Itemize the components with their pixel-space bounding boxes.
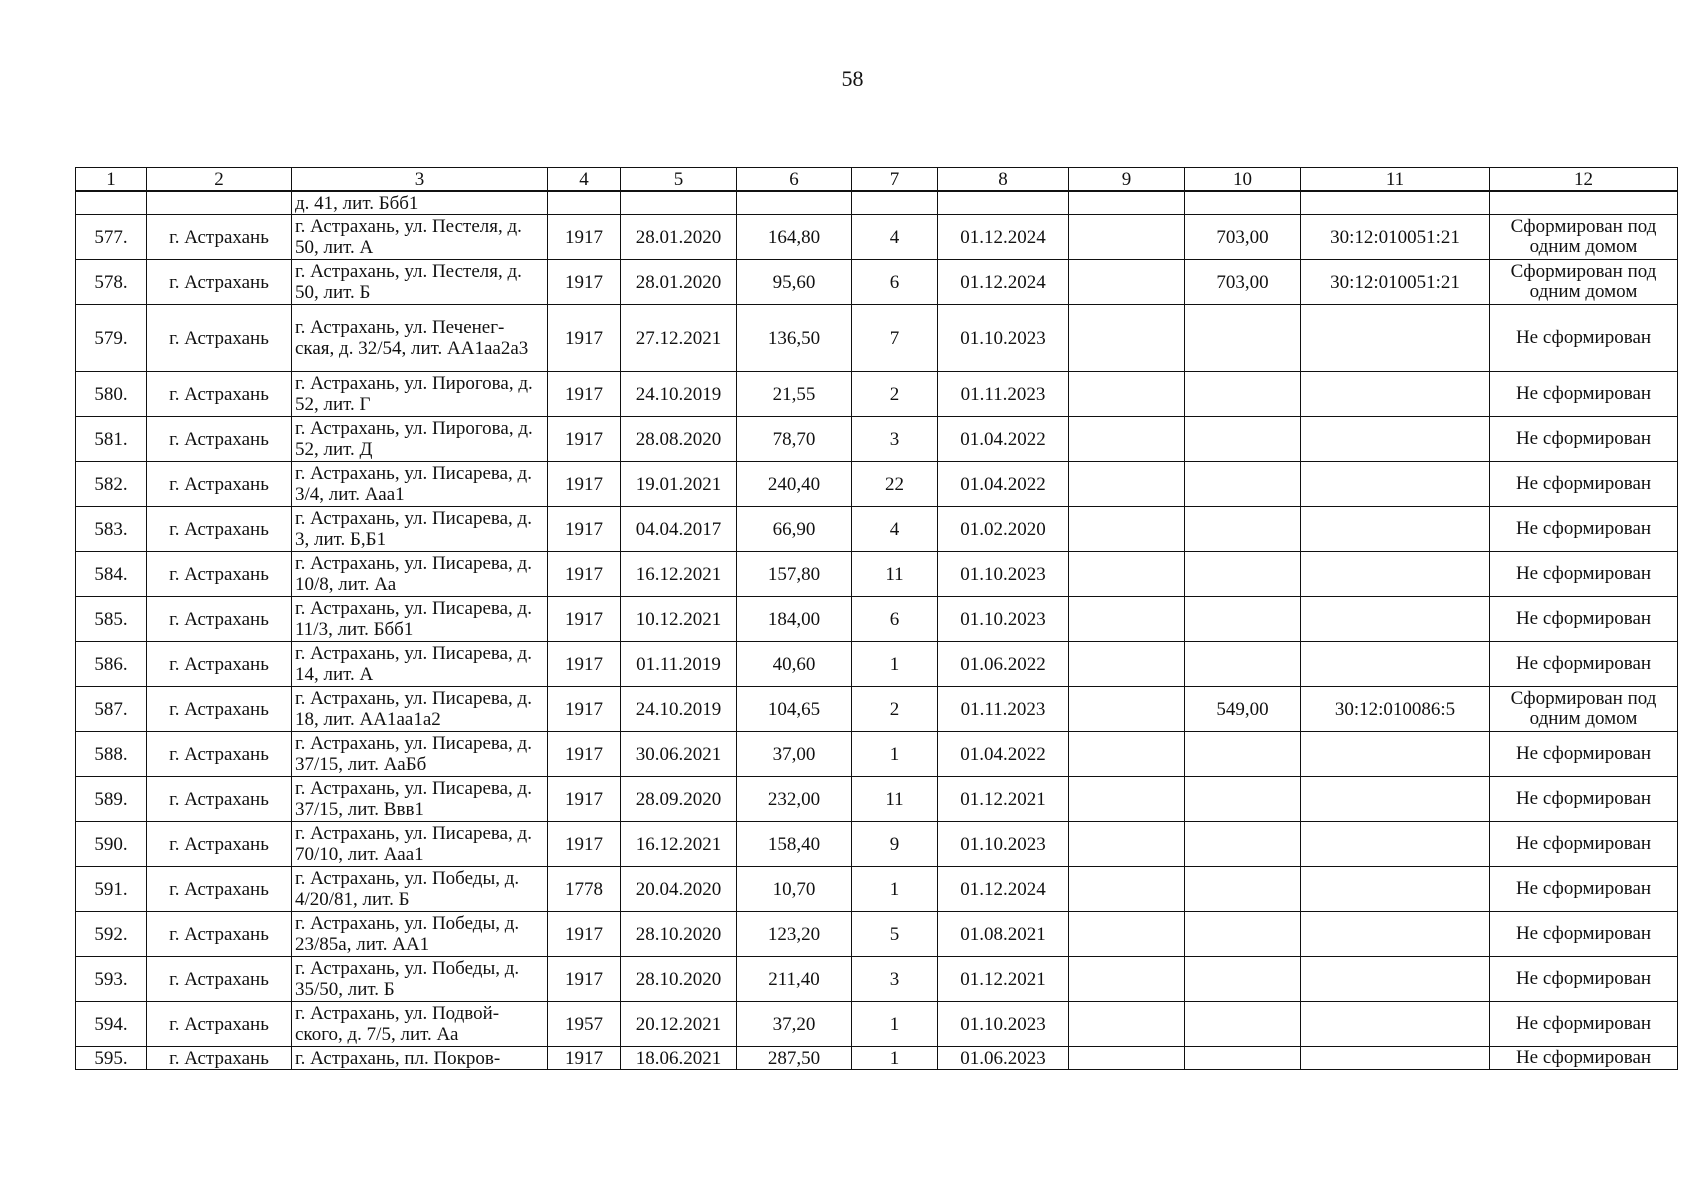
land-area-cell bbox=[1185, 305, 1301, 372]
deadline-cell: 01.04.2022 bbox=[938, 417, 1069, 462]
column-9-cell bbox=[1069, 552, 1185, 597]
residents-cell: 4 bbox=[852, 215, 938, 260]
land-status-cell: Сформирован под одним домом bbox=[1490, 687, 1678, 732]
area-cell: 104,65 bbox=[737, 687, 852, 732]
date-cell: 27.12.2021 bbox=[621, 305, 737, 372]
date-cell: 28.01.2020 bbox=[621, 260, 737, 305]
city-cell: г. Астрахань bbox=[147, 687, 292, 732]
area-cell: 184,00 bbox=[737, 597, 852, 642]
row-number-cell: 584. bbox=[76, 552, 147, 597]
land-area-cell bbox=[1185, 507, 1301, 552]
address-cell: г. Астрахань, ул. Победы, д. 4/20/81, лит. Б bbox=[292, 867, 548, 912]
residents-cell: 7 bbox=[852, 305, 938, 372]
city-cell: г. Астрахань bbox=[147, 1047, 292, 1070]
row-number-cell: 583. bbox=[76, 507, 147, 552]
area-cell: 232,00 bbox=[737, 777, 852, 822]
city-cell: г. Астрахань bbox=[147, 462, 292, 507]
city-cell: г. Астрахань bbox=[147, 597, 292, 642]
area-cell: 157,80 bbox=[737, 552, 852, 597]
row-number-cell: 592. bbox=[76, 912, 147, 957]
table-row bbox=[76, 777, 1678, 822]
table-row bbox=[76, 552, 1678, 597]
row-number-cell: 590. bbox=[76, 822, 147, 867]
date-cell: 28.10.2020 bbox=[621, 912, 737, 957]
deadline-cell: 01.10.2023 bbox=[938, 305, 1069, 372]
table-row bbox=[76, 1002, 1678, 1047]
column-9-cell bbox=[1069, 1047, 1185, 1070]
address-cell: г. Астрахань, ул. Писарева, д. 10/8, лит. Аа bbox=[292, 552, 548, 597]
column-header: 3 bbox=[292, 168, 548, 192]
deadline-cell: 01.10.2023 bbox=[938, 597, 1069, 642]
area-cell: 78,70 bbox=[737, 417, 852, 462]
date-cell: 28.10.2020 bbox=[621, 957, 737, 1002]
date-cell: 28.09.2020 bbox=[621, 777, 737, 822]
cadastral-number-cell bbox=[1301, 777, 1490, 822]
deadline-cell: 01.02.2020 bbox=[938, 507, 1069, 552]
table-row bbox=[76, 215, 1678, 260]
address-cell: г. Астрахань, ул. Писарева, д. 3, лит. Б,Б1 bbox=[292, 507, 548, 552]
cadastral-number-cell bbox=[1301, 417, 1490, 462]
land-area-cell: 703,00 bbox=[1185, 215, 1301, 260]
year-cell: 1917 bbox=[548, 912, 621, 957]
area-cell: 211,40 bbox=[737, 957, 852, 1002]
city-cell: г. Астрахань bbox=[147, 777, 292, 822]
area-cell: 287,50 bbox=[737, 1047, 852, 1070]
city-cell: г. Астрахань bbox=[147, 732, 292, 777]
column-header: 11 bbox=[1301, 168, 1490, 192]
land-area-cell bbox=[1185, 642, 1301, 687]
city-cell: г. Астрахань bbox=[147, 215, 292, 260]
year-cell: 1917 bbox=[548, 642, 621, 687]
column-header: 5 bbox=[621, 168, 737, 192]
city-cell: г. Астрахань bbox=[147, 912, 292, 957]
year-cell: 1917 bbox=[548, 822, 621, 867]
residents-cell: 6 bbox=[852, 597, 938, 642]
date-cell: 28.08.2020 bbox=[621, 417, 737, 462]
address-cell: г. Астрахань, ул. Писарева, д. 37/15, лит. АаБб bbox=[292, 732, 548, 777]
land-area-cell bbox=[1185, 417, 1301, 462]
deadline-cell: 01.11.2023 bbox=[938, 687, 1069, 732]
city-cell: г. Астрахань bbox=[147, 305, 292, 372]
area-cell: 158,40 bbox=[737, 822, 852, 867]
residents-cell: 1 bbox=[852, 867, 938, 912]
table-row bbox=[76, 687, 1678, 732]
address-cell: д. 41, лит. Ббб1 bbox=[292, 191, 548, 215]
address-cell: г. Астрахань, ул. Подвой-ского, д. 7/5, лит. Аа bbox=[292, 1002, 548, 1047]
deadline-cell: 01.10.2023 bbox=[938, 1002, 1069, 1047]
column-9-cell bbox=[1069, 462, 1185, 507]
row-number-cell: 580. bbox=[76, 372, 147, 417]
column-9-cell bbox=[1069, 507, 1185, 552]
year-cell: 1917 bbox=[548, 372, 621, 417]
date-cell: 28.01.2020 bbox=[621, 215, 737, 260]
column-header: 10 bbox=[1185, 168, 1301, 192]
city-cell: г. Астрахань bbox=[147, 372, 292, 417]
date-cell: 18.06.2021 bbox=[621, 1047, 737, 1070]
column-header: 7 bbox=[852, 168, 938, 192]
land-area-cell bbox=[1185, 867, 1301, 912]
deadline-cell: 01.10.2023 bbox=[938, 552, 1069, 597]
column-header: 1 bbox=[76, 168, 147, 192]
residents-cell: 2 bbox=[852, 687, 938, 732]
column-header: 4 bbox=[548, 168, 621, 192]
residents-cell: 5 bbox=[852, 912, 938, 957]
year-cell: 1957 bbox=[548, 1002, 621, 1047]
row-number-cell: 589. bbox=[76, 777, 147, 822]
land-status-cell: Не сформирован bbox=[1490, 777, 1678, 822]
address-cell: г. Астрахань, ул. Победы, д. 23/85а, лит. АА1 bbox=[292, 912, 548, 957]
cadastral-number-cell bbox=[1301, 867, 1490, 912]
land-status-cell: Не сформирован bbox=[1490, 642, 1678, 687]
land-area-cell bbox=[1185, 1002, 1301, 1047]
area-cell: 40,60 bbox=[737, 642, 852, 687]
column-9-cell bbox=[1069, 912, 1185, 957]
table-row bbox=[76, 732, 1678, 777]
column-9-cell bbox=[1069, 957, 1185, 1002]
area-cell: 37,00 bbox=[737, 732, 852, 777]
city-cell: г. Астрахань bbox=[147, 260, 292, 305]
land-status-cell: Не сформирован bbox=[1490, 417, 1678, 462]
city-cell: г. Астрахань bbox=[147, 867, 292, 912]
cadastral-number-cell bbox=[1301, 372, 1490, 417]
table-row bbox=[76, 372, 1678, 417]
cadastral-number-cell bbox=[1301, 1002, 1490, 1047]
table-row bbox=[76, 462, 1678, 507]
address-cell: г. Астрахань, ул. Пирогова, д. 52, лит. Д bbox=[292, 417, 548, 462]
row-number-cell: 581. bbox=[76, 417, 147, 462]
deadline-cell: 01.12.2024 bbox=[938, 867, 1069, 912]
land-status-cell: Не сформирован bbox=[1490, 305, 1678, 372]
row-number-cell: 595. bbox=[76, 1047, 147, 1070]
deadline-cell: 01.04.2022 bbox=[938, 462, 1069, 507]
cadastral-number-cell bbox=[1301, 957, 1490, 1002]
column-9-cell bbox=[1069, 372, 1185, 417]
cadastral-number-cell bbox=[1301, 822, 1490, 867]
date-cell: 01.11.2019 bbox=[621, 642, 737, 687]
deadline-cell: 01.12.2021 bbox=[938, 777, 1069, 822]
year-cell: 1917 bbox=[548, 597, 621, 642]
column-9-cell bbox=[1069, 417, 1185, 462]
row-number-cell: 579. bbox=[76, 305, 147, 372]
year-cell: 1917 bbox=[548, 417, 621, 462]
area-cell: 164,80 bbox=[737, 215, 852, 260]
land-status-cell: Не сформирован bbox=[1490, 462, 1678, 507]
cadastral-number-cell bbox=[1301, 462, 1490, 507]
table-row bbox=[76, 957, 1678, 1002]
column-9-cell bbox=[1069, 822, 1185, 867]
land-area-cell bbox=[1185, 732, 1301, 777]
land-status-cell: Сформирован под одним домом bbox=[1490, 215, 1678, 260]
table-row bbox=[76, 260, 1678, 305]
cadastral-number-cell: 30:12:010086:5 bbox=[1301, 687, 1490, 732]
land-status-cell: Сформирован под одним домом bbox=[1490, 260, 1678, 305]
row-number-cell: 593. bbox=[76, 957, 147, 1002]
row-number-cell: 578. bbox=[76, 260, 147, 305]
cadastral-number-cell bbox=[1301, 552, 1490, 597]
date-cell: 10.12.2021 bbox=[621, 597, 737, 642]
column-9-cell bbox=[1069, 260, 1185, 305]
residents-cell: 11 bbox=[852, 552, 938, 597]
area-cell: 66,90 bbox=[737, 507, 852, 552]
table-row bbox=[76, 507, 1678, 552]
table-row bbox=[76, 642, 1678, 687]
cadastral-number-cell bbox=[1301, 912, 1490, 957]
land-area-cell bbox=[1185, 957, 1301, 1002]
column-header: 9 bbox=[1069, 168, 1185, 192]
area-cell: 10,70 bbox=[737, 867, 852, 912]
row-number-cell: 588. bbox=[76, 732, 147, 777]
area-cell: 37,20 bbox=[737, 1002, 852, 1047]
deadline-cell: 01.12.2024 bbox=[938, 260, 1069, 305]
year-cell: 1778 bbox=[548, 867, 621, 912]
date-cell: 16.12.2021 bbox=[621, 822, 737, 867]
deadline-cell: 01.04.2022 bbox=[938, 732, 1069, 777]
deadline-cell: 01.12.2024 bbox=[938, 215, 1069, 260]
land-status-cell: Не сформирован bbox=[1490, 867, 1678, 912]
land-area-cell bbox=[1185, 912, 1301, 957]
date-cell: 30.06.2021 bbox=[621, 732, 737, 777]
date-cell: 24.10.2019 bbox=[621, 372, 737, 417]
land-area-cell bbox=[1185, 552, 1301, 597]
residents-cell: 9 bbox=[852, 822, 938, 867]
column-header: 6 bbox=[737, 168, 852, 192]
deadline-cell: 01.10.2023 bbox=[938, 822, 1069, 867]
column-9-cell bbox=[1069, 732, 1185, 777]
address-cell: г. Астрахань, пл. Покров- bbox=[292, 1047, 548, 1070]
column-9-cell bbox=[1069, 597, 1185, 642]
housing-registry-table bbox=[75, 167, 1678, 1070]
year-cell: 1917 bbox=[548, 732, 621, 777]
residents-cell: 11 bbox=[852, 777, 938, 822]
residents-cell: 1 bbox=[852, 1002, 938, 1047]
cadastral-number-cell bbox=[1301, 642, 1490, 687]
address-cell: г. Астрахань, ул. Писарева, д. 18, лит. АА1аа1а2 bbox=[292, 687, 548, 732]
table-row bbox=[76, 867, 1678, 912]
deadline-cell: 01.08.2021 bbox=[938, 912, 1069, 957]
address-cell: г. Астрахань, ул. Победы, д. 35/50, лит. Б bbox=[292, 957, 548, 1002]
land-area-cell bbox=[1185, 372, 1301, 417]
column-header: 2 bbox=[147, 168, 292, 192]
residents-cell: 1 bbox=[852, 1047, 938, 1070]
land-status-cell: Не сформирован bbox=[1490, 372, 1678, 417]
year-cell: 1917 bbox=[548, 552, 621, 597]
land-status-cell: Не сформирован bbox=[1490, 912, 1678, 957]
table-row bbox=[76, 597, 1678, 642]
cadastral-number-cell: 30:12:010051:21 bbox=[1301, 260, 1490, 305]
year-cell: 1917 bbox=[548, 215, 621, 260]
year-cell: 1917 bbox=[548, 462, 621, 507]
land-area-cell bbox=[1185, 462, 1301, 507]
cadastral-number-cell bbox=[1301, 1047, 1490, 1070]
city-cell: г. Астрахань bbox=[147, 957, 292, 1002]
residents-cell: 22 bbox=[852, 462, 938, 507]
year-cell: 1917 bbox=[548, 305, 621, 372]
date-cell: 19.01.2021 bbox=[621, 462, 737, 507]
year-cell: 1917 bbox=[548, 507, 621, 552]
cadastral-number-cell bbox=[1301, 507, 1490, 552]
column-9-cell bbox=[1069, 215, 1185, 260]
residents-cell: 6 bbox=[852, 260, 938, 305]
city-cell: г. Астрахань bbox=[147, 822, 292, 867]
date-cell: 20.04.2020 bbox=[621, 867, 737, 912]
area-cell: 123,20 bbox=[737, 912, 852, 957]
city-cell: г. Астрахань bbox=[147, 1002, 292, 1047]
cadastral-number-cell bbox=[1301, 305, 1490, 372]
residents-cell: 1 bbox=[852, 732, 938, 777]
date-cell: 24.10.2019 bbox=[621, 687, 737, 732]
row-number-cell: 585. bbox=[76, 597, 147, 642]
table-row bbox=[76, 822, 1678, 867]
row-number-cell: 582. bbox=[76, 462, 147, 507]
column-header: 8 bbox=[938, 168, 1069, 192]
land-status-cell: Не сформирован bbox=[1490, 597, 1678, 642]
deadline-cell: 01.11.2023 bbox=[938, 372, 1069, 417]
table-row bbox=[76, 912, 1678, 957]
row-number-cell: 591. bbox=[76, 867, 147, 912]
address-cell: г. Астрахань, ул. Пестеля, д. 50, лит. Б bbox=[292, 260, 548, 305]
continuation-row bbox=[76, 191, 1678, 215]
land-status-cell: Не сформирован bbox=[1490, 552, 1678, 597]
address-cell: г. Астрахань, ул. Писарева, д. 70/10, лит. Ааа1 bbox=[292, 822, 548, 867]
city-cell: г. Астрахань bbox=[147, 417, 292, 462]
table-row bbox=[76, 305, 1678, 372]
row-number-cell: 586. bbox=[76, 642, 147, 687]
row-number-cell: 577. bbox=[76, 215, 147, 260]
row-number-cell: 587. bbox=[76, 687, 147, 732]
column-number-row bbox=[76, 168, 1678, 192]
table-row bbox=[76, 1047, 1678, 1070]
column-9-cell bbox=[1069, 305, 1185, 372]
land-status-cell: Не сформирован bbox=[1490, 1047, 1678, 1070]
residents-cell: 3 bbox=[852, 957, 938, 1002]
land-status-cell: Не сформирован bbox=[1490, 822, 1678, 867]
address-cell: г. Астрахань, ул. Писарева, д. 3/4, лит. Ааа1 bbox=[292, 462, 548, 507]
address-cell: г. Астрахань, ул. Пестеля, д. 50, лит. А bbox=[292, 215, 548, 260]
year-cell: 1917 bbox=[548, 957, 621, 1002]
residents-cell: 1 bbox=[852, 642, 938, 687]
address-cell: г. Астрахань, ул. Писарева, д. 14, лит. А bbox=[292, 642, 548, 687]
date-cell: 20.12.2021 bbox=[621, 1002, 737, 1047]
land-area-cell: 703,00 bbox=[1185, 260, 1301, 305]
residents-cell: 2 bbox=[852, 372, 938, 417]
land-area-cell: 549,00 bbox=[1185, 687, 1301, 732]
land-status-cell: Не сформирован bbox=[1490, 957, 1678, 1002]
cadastral-number-cell bbox=[1301, 597, 1490, 642]
column-9-cell bbox=[1069, 687, 1185, 732]
deadline-cell: 01.12.2021 bbox=[938, 957, 1069, 1002]
area-cell: 136,50 bbox=[737, 305, 852, 372]
city-cell: г. Астрахань bbox=[147, 642, 292, 687]
residents-cell: 3 bbox=[852, 417, 938, 462]
residents-cell: 4 bbox=[852, 507, 938, 552]
area-cell: 95,60 bbox=[737, 260, 852, 305]
cadastral-number-cell bbox=[1301, 732, 1490, 777]
deadline-cell: 01.06.2022 bbox=[938, 642, 1069, 687]
date-cell: 16.12.2021 bbox=[621, 552, 737, 597]
year-cell: 1917 bbox=[548, 777, 621, 822]
area-cell: 240,40 bbox=[737, 462, 852, 507]
deadline-cell: 01.06.2023 bbox=[938, 1047, 1069, 1070]
address-cell: г. Астрахань, ул. Писарева, д. 11/3, лит. Ббб1 bbox=[292, 597, 548, 642]
column-9-cell bbox=[1069, 777, 1185, 822]
table-row bbox=[76, 417, 1678, 462]
address-cell: г. Астрахань, ул. Печенег-ская, д. 32/54, лит. АА1аа2а3 bbox=[292, 305, 548, 372]
city-cell: г. Астрахань bbox=[147, 507, 292, 552]
cadastral-number-cell: 30:12:010051:21 bbox=[1301, 215, 1490, 260]
land-area-cell bbox=[1185, 1047, 1301, 1070]
land-area-cell bbox=[1185, 777, 1301, 822]
row-number-cell: 594. bbox=[76, 1002, 147, 1047]
year-cell: 1917 bbox=[548, 260, 621, 305]
column-9-cell bbox=[1069, 1002, 1185, 1047]
land-area-cell bbox=[1185, 822, 1301, 867]
land-area-cell bbox=[1185, 597, 1301, 642]
year-cell: 1917 bbox=[548, 1047, 621, 1070]
land-status-cell: Не сформирован bbox=[1490, 732, 1678, 777]
city-cell: г. Астрахань bbox=[147, 552, 292, 597]
address-cell: г. Астрахань, ул. Писарева, д. 37/15, лит. Ввв1 bbox=[292, 777, 548, 822]
column-9-cell bbox=[1069, 642, 1185, 687]
page-number: 58 bbox=[841, 66, 864, 91]
column-9-cell bbox=[1069, 867, 1185, 912]
address-cell: г. Астрахань, ул. Пирогова, д. 52, лит. Г bbox=[292, 372, 548, 417]
land-status-cell: Не сформирован bbox=[1490, 507, 1678, 552]
area-cell: 21,55 bbox=[737, 372, 852, 417]
year-cell: 1917 bbox=[548, 687, 621, 732]
land-status-cell: Не сформирован bbox=[1490, 1002, 1678, 1047]
date-cell: 04.04.2017 bbox=[621, 507, 737, 552]
column-header: 12 bbox=[1490, 168, 1678, 192]
